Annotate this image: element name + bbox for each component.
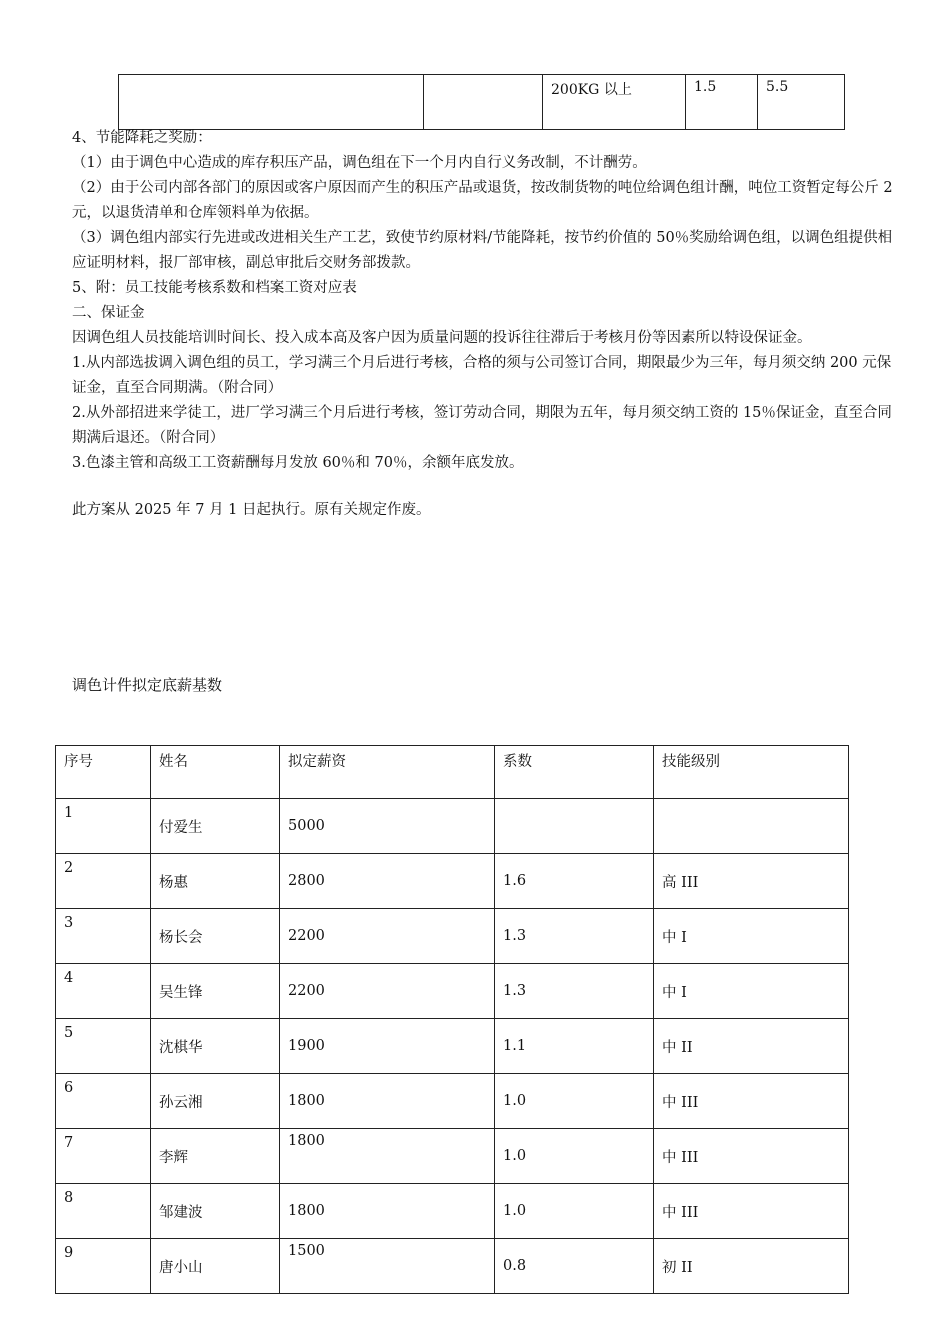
table-row bbox=[56, 1074, 849, 1129]
salary-value: 2800 bbox=[280, 854, 495, 909]
employee-name: 付爱生 bbox=[151, 799, 280, 854]
row-number: 3 bbox=[56, 909, 151, 964]
table-row bbox=[119, 75, 845, 130]
row-number: 1 bbox=[56, 799, 151, 854]
coefficient-value: 1.0 bbox=[495, 1129, 654, 1184]
paragraph: 3.色漆主管和高级工工资薪酬每月发放 60％和 70％，余额年底发放。 bbox=[72, 455, 524, 471]
employee-name: 李辉 bbox=[151, 1129, 280, 1184]
table-row bbox=[56, 1019, 849, 1074]
table-row bbox=[56, 1129, 849, 1184]
skill-level: 中 I bbox=[654, 909, 849, 964]
column-header: 系数 bbox=[495, 746, 654, 799]
row-number: 5 bbox=[56, 1019, 151, 1074]
employee-name: 唐小山 bbox=[151, 1239, 280, 1294]
skill-level: 中 I bbox=[654, 964, 849, 1019]
paragraph: 2.从外部招进来学徒工，进厂学习满三个月后进行考核，签订劳动合同，期限为五年，每月须交纳工资的 15％保证金，直至合同期满后退还。（附合同） bbox=[72, 405, 892, 446]
salary-table bbox=[55, 745, 849, 1294]
table-row bbox=[56, 799, 849, 854]
document-body bbox=[72, 126, 902, 523]
skill-level: 中 III bbox=[654, 1074, 849, 1129]
row-number: 6 bbox=[56, 1074, 151, 1129]
section-heading-appendix: 5、附：员工技能考核系数和档案工资对应表 bbox=[72, 280, 357, 296]
column-header: 技能级别 bbox=[654, 746, 849, 799]
column-header: 拟定薪资 bbox=[280, 746, 495, 799]
coefficient-value: 1.3 bbox=[495, 964, 654, 1019]
skill-level: 中 III bbox=[654, 1184, 849, 1239]
skill-level: 初 II bbox=[654, 1239, 849, 1294]
table-cell bbox=[119, 75, 424, 130]
employee-name: 吴生锋 bbox=[151, 964, 280, 1019]
salary-value: 1800 bbox=[280, 1074, 495, 1129]
salary-value: 1800 bbox=[280, 1129, 495, 1184]
row-number: 2 bbox=[56, 854, 151, 909]
salary-value: 1900 bbox=[280, 1019, 495, 1074]
table-cell: 1.5 bbox=[686, 75, 758, 130]
employee-name: 杨长会 bbox=[151, 909, 280, 964]
coefficient-value: 0.8 bbox=[495, 1239, 654, 1294]
table-row bbox=[56, 909, 849, 964]
table-caption: 调色计件拟定底薪基数 bbox=[72, 676, 223, 694]
row-number: 7 bbox=[56, 1129, 151, 1184]
column-header: 序号 bbox=[56, 746, 151, 799]
salary-value: 2200 bbox=[280, 909, 495, 964]
row-number: 4 bbox=[56, 964, 151, 1019]
skill-level: 中 III bbox=[654, 1129, 849, 1184]
employee-name: 杨惠 bbox=[151, 854, 280, 909]
row-number: 9 bbox=[56, 1239, 151, 1294]
table-cell bbox=[424, 75, 543, 130]
table-header-row bbox=[56, 746, 849, 799]
coefficient-value: 1.0 bbox=[495, 1184, 654, 1239]
column-header: 姓名 bbox=[151, 746, 280, 799]
section-heading-energy-reward: 4、节能降耗之奖励： bbox=[72, 130, 212, 146]
paragraph: 因调色组人员技能培训时间长、投入成本高及客户因为质量问题的投诉往往滞后于考核月份等因素所以特设保证金。 bbox=[72, 330, 812, 346]
paragraph: （2）由于公司内部各部门的原因或客户原因而产生的积压产品或退货，按改制货物的吨位给调色组计酬，吨位工资暂定每公斤 2 元，以退货清单和仓库领料单为依据。 bbox=[72, 180, 893, 221]
table-row bbox=[56, 964, 849, 1019]
closing-statement: 此方案从 2025 年 7 月 1 日起执行。原有关规定作废。 bbox=[72, 502, 431, 518]
table-row bbox=[56, 854, 849, 909]
paragraph: 1.从内部选拔调入调色组的员工，学习满三个月后进行考核，合格的须与公司签订合同，期限最少为三年，每月须交纳 200 元保证金，直至合同期满。（附合同） bbox=[72, 355, 892, 396]
skill-level: 中 II bbox=[654, 1019, 849, 1074]
table-row bbox=[56, 1184, 849, 1239]
paragraph: （3）调色组内部实行先进或改进相关生产工艺，致使节约原材料/节能降耗，按节约价值的 50％奖励给调色组，以调色组提供相应证明材料，报厂部审核，副总审批后交财务部拨款。 bbox=[72, 230, 893, 271]
salary-value: 1800 bbox=[280, 1184, 495, 1239]
coefficient-value: 1.0 bbox=[495, 1074, 654, 1129]
coefficient-value: 1.1 bbox=[495, 1019, 654, 1074]
table-cell: 200KG 以上 bbox=[543, 75, 686, 130]
table-cell: 5.5 bbox=[758, 75, 845, 130]
employee-name: 沈棋华 bbox=[151, 1019, 280, 1074]
salary-value: 1500 bbox=[280, 1239, 495, 1294]
coefficient-value bbox=[495, 799, 654, 854]
salary-value: 5000 bbox=[280, 799, 495, 854]
section-heading-deposit: 二、保证金 bbox=[72, 305, 145, 321]
paragraph: （1）由于调色中心造成的库存积压产品，调色组在下一个月内自行义务改制，不计酬劳。 bbox=[72, 155, 647, 171]
top-continuation-table bbox=[118, 74, 845, 130]
employee-name: 孙云湘 bbox=[151, 1074, 280, 1129]
coefficient-value: 1.3 bbox=[495, 909, 654, 964]
skill-level bbox=[654, 799, 849, 854]
salary-value: 2200 bbox=[280, 964, 495, 1019]
table-row bbox=[56, 1239, 849, 1294]
row-number: 8 bbox=[56, 1184, 151, 1239]
coefficient-value: 1.6 bbox=[495, 854, 654, 909]
skill-level: 高 III bbox=[654, 854, 849, 909]
employee-name: 邹建波 bbox=[151, 1184, 280, 1239]
